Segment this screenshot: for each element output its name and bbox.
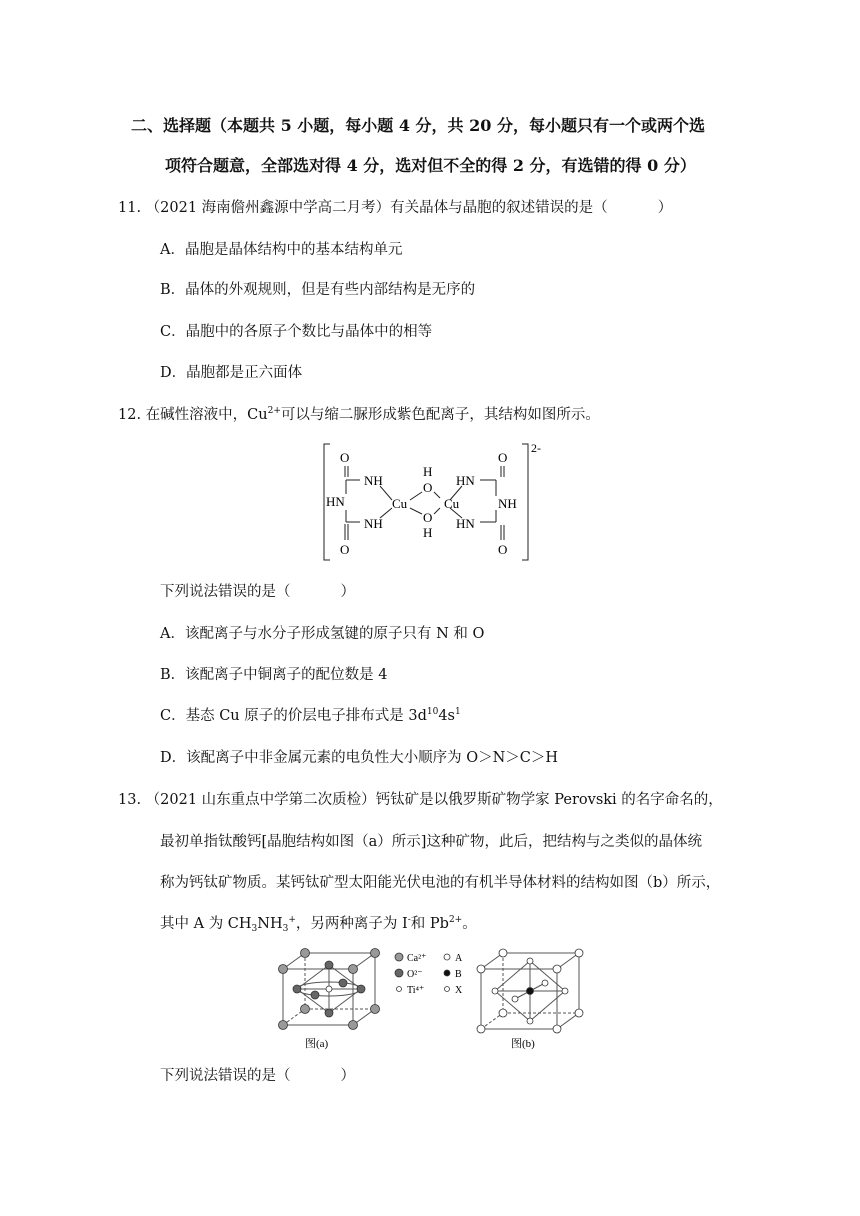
text: NH (257, 916, 283, 932)
q12-option-a: A．该配离子与水分子形成氢键的原子只有 N 和 O (160, 626, 485, 642)
atom-label: Cu (444, 496, 460, 511)
paren-close: ） (340, 584, 355, 600)
atom-label: O (498, 542, 508, 557)
atom-label: O (423, 510, 433, 525)
atom-label: H (423, 464, 433, 479)
question-13-line2: 最初单指钛酸钙[晶胞结构如图（a）所示]这种矿物，此后，把结构与之类似的晶体统 (160, 834, 702, 850)
legend-label: X (455, 985, 463, 996)
copper-biuret-complex-structure (318, 440, 548, 565)
atom-label: O (423, 480, 433, 495)
text: 和 Pb (410, 916, 449, 932)
prompt-text: 下列说法错误的是（ (160, 1068, 291, 1084)
figure-a-caption: 图(a) (305, 1038, 329, 1050)
question-number: 11. (118, 200, 142, 216)
option-text-cont: 4s (438, 708, 455, 724)
atom-label: NH (364, 516, 383, 531)
paren-close: ） (657, 200, 673, 216)
ion-charge: 2- (531, 441, 541, 455)
question-text: （2021 海南儋州鑫源中学高二月考）有关晶体与晶胞的叙述错误的是（ (145, 200, 608, 216)
q12-option-b: B．该配离子中铜离子的配位数是 4 (160, 667, 388, 683)
superscript: - (407, 915, 411, 925)
paren-close: ） (340, 1068, 355, 1084)
figure-b-caption: 图(b) (511, 1038, 535, 1050)
legend-label: O²⁻ (407, 969, 423, 980)
stem-text: 在碱性溶液中，Cu (145, 407, 268, 423)
text: 。 (462, 916, 477, 932)
atom-label: HN (326, 494, 345, 509)
q11-option-c: C．晶胞中的各原子个数比与晶体中的相等 (160, 324, 433, 340)
atom-label: NH (498, 496, 517, 511)
q12-option-d: D．该配离子中非金属元素的电负性大小顺序为 O＞N＞C＞H (160, 750, 559, 766)
stem-text-cont: 可以与缩二脲形成紫色配离子，其结构如图所示。 (280, 407, 600, 423)
question-number: 13. (118, 792, 142, 808)
atom-label: HN (456, 473, 475, 488)
atom-label: O (340, 450, 350, 465)
legend-label: Ti⁴⁺ (407, 985, 425, 996)
text: ，另两种离子为 I (295, 916, 408, 932)
text: 其中 A 为 CH (160, 916, 252, 932)
atom-label: O (340, 542, 350, 557)
q11-option-d: D．晶胞都是正六面体 (160, 365, 303, 381)
legend-label: B (455, 969, 462, 980)
question-number: 12. (118, 407, 142, 423)
question-12-stem (118, 405, 600, 425)
atom-label: HN (456, 516, 475, 531)
question-11-stem (118, 198, 672, 218)
question-text: （2021 山东重点中学第二次质检）钙钛矿是以俄罗斯矿物学家 Perovski 的名字命名的， (145, 792, 723, 808)
figure-a-legend (395, 953, 463, 996)
q12-prompt (160, 582, 355, 602)
superscript: 2+ (448, 915, 463, 925)
atom-label: O (498, 450, 508, 465)
question-13-line4 (160, 914, 477, 934)
charge-superscript: 2+ (267, 406, 281, 416)
question-13-line3: 称为钙钛矿物质。某钙钛矿型太阳能光伏电池的有机半导体材料的结构如图（b）所示， (160, 875, 721, 891)
atom-label: H (423, 525, 433, 540)
legend-label: Ca²⁺ (407, 953, 427, 964)
question-13-line1 (118, 790, 723, 810)
q11-option-b: B．晶体的外观规则，但是有些内部结构是无序的 (160, 282, 476, 298)
subscript: 3 (251, 924, 258, 934)
atom-label: NH (364, 473, 383, 488)
q13-prompt (160, 1066, 355, 1086)
legend-label: A (455, 953, 463, 964)
superscript: 10 (426, 707, 439, 717)
option-text: C．基态 Cu 原子的价层电子排布式是 3d (160, 708, 427, 724)
q11-option-a: A．晶胞是晶体结构中的基本结构单元 (160, 242, 403, 258)
section-heading-line1: 二、选择题（本题共 5 小题，每小题 4 分，共 20 分，每小题只有一个或两个选 (131, 116, 705, 135)
superscript: 1 (455, 707, 461, 717)
atom-label: Cu (392, 496, 408, 511)
prompt-text: 下列说法错误的是（ (160, 584, 291, 600)
subscript: 3 (282, 924, 289, 934)
perovskite-crystal-figures (275, 945, 595, 1053)
section-heading-line2: 项符合题意，全部选对得 4 分，选对但不全的得 2 分，有选错的得 0 分） (165, 156, 696, 175)
superscript: + (288, 915, 296, 925)
q12-option-c (160, 706, 461, 726)
